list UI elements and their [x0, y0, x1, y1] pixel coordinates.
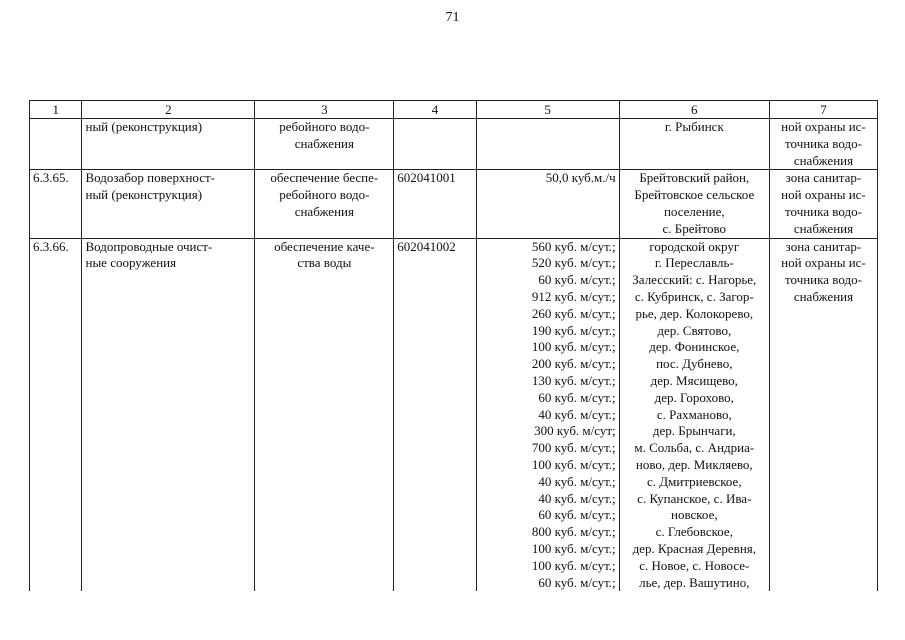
cell-line: снабжения	[294, 203, 354, 219]
header-cell: 6	[619, 101, 769, 119]
cell-text: 602041001	[397, 170, 456, 186]
cell-line: ново, дер. Микляево,	[635, 456, 753, 472]
code-cell	[394, 119, 476, 170]
cell-line: м. Сольба, с. Андриа-	[634, 440, 755, 456]
cell-line: 300 куб. м/сут;	[534, 423, 616, 439]
cell-line: обеспечение каче-	[274, 238, 375, 254]
cell-line: точника водо-	[785, 135, 862, 151]
capacity-cell	[476, 119, 619, 170]
cell-line: 60 куб. м/сут.;	[538, 574, 616, 590]
cell-line: Залесский: с. Нагорье,	[632, 272, 757, 288]
cell-line: 800 куб. м/сут.;	[531, 524, 616, 540]
document-table	[29, 100, 878, 591]
location-cell	[619, 119, 769, 170]
cell-line: снабжения	[793, 220, 854, 236]
cell-line: Водозабор поверхност-	[85, 170, 216, 186]
cell-line: 60 куб. м/сут.;	[538, 507, 616, 523]
cell-line: г. Рыбинск	[664, 119, 724, 134]
object-name-cell	[82, 238, 255, 591]
row-number-cell	[30, 170, 82, 238]
header-cell: 4	[394, 101, 476, 119]
row-number-cell	[30, 119, 82, 170]
cell-line: 912 куб. м/сут.;	[531, 288, 616, 304]
zone-cell	[769, 170, 877, 238]
code-cell	[394, 238, 476, 591]
page-number: 71	[445, 10, 460, 25]
capacity-cell	[476, 238, 619, 591]
cell-line: ребойного водо-	[279, 187, 370, 203]
cell-line: 60 куб. м/сут.;	[538, 389, 616, 405]
cell-line: рье, дер. Колокорево,	[635, 305, 754, 321]
table-row	[30, 170, 878, 238]
cell-line: ной охраны ис-	[781, 255, 866, 271]
cell-line: пос. Дубнево,	[656, 356, 733, 372]
cell-line: с. Кубринск, с. Загор-	[634, 288, 754, 304]
cell-line: дер. Брынчаги,	[652, 423, 736, 439]
cell-text: 6.3.65.	[33, 170, 69, 186]
cell-line: ной охраны ис-	[781, 119, 866, 134]
cell-line: 260 куб. м/сут.;	[531, 305, 616, 321]
cell-line: ный (реконструкция)	[85, 119, 203, 134]
capacity-cell	[476, 170, 619, 238]
cell-line: ный (реконструкция)	[85, 187, 203, 203]
cell-line: 700 куб. м/сут.;	[531, 440, 616, 456]
header-cell: 3	[255, 101, 394, 119]
cell-line: ные сооружения	[85, 255, 177, 271]
object-name-cell	[82, 170, 255, 238]
cell-line: 100 куб. м/сут.;	[531, 339, 616, 355]
cell-line: обеспечение беспе-	[270, 170, 379, 186]
cell-line: с. Новое, с. Новосе-	[639, 557, 750, 573]
header-cell: 7	[769, 101, 877, 119]
header-cell: 5	[476, 101, 619, 119]
location-cell	[619, 170, 769, 238]
cell-line: 560 куб. м/сут.;	[531, 238, 616, 254]
cell-line: Брейтовский район,	[639, 170, 750, 186]
cell-line: 190 куб. м/сут.;	[531, 322, 616, 338]
cell-line: Брейтовское сельское	[634, 187, 755, 203]
cell-line: зона санитар-	[785, 238, 862, 254]
cell-line: поселение,	[663, 203, 725, 219]
cell-line: 50,0 куб.м./ч	[545, 170, 616, 186]
cell-line: снабжения	[294, 135, 354, 151]
cell-line: Водопроводные очист-	[85, 238, 213, 254]
zone-cell	[769, 119, 877, 170]
cell-line: 100 куб. м/сут.;	[531, 540, 616, 556]
cell-text: 6.3.66.	[33, 238, 69, 254]
cell-line: точника водо-	[785, 272, 862, 288]
cell-line: зона санитар-	[785, 170, 862, 186]
cell-line: ства воды	[297, 255, 352, 271]
object-name-cell	[82, 119, 255, 170]
cell-line: дер. Мясищево,	[650, 372, 738, 388]
code-cell	[394, 170, 476, 238]
header-cell: 1	[30, 101, 82, 119]
cell-line: 40 куб. м/сут.;	[538, 490, 616, 506]
purpose-cell	[255, 238, 394, 591]
cell-line: ребойного водо-	[279, 119, 370, 134]
cell-line: 520 куб. м/сут.;	[531, 255, 616, 271]
cell-line: 200 куб. м/сут.;	[531, 356, 616, 372]
cell-line: с. Брейтово	[662, 220, 727, 236]
zone-cell	[769, 238, 877, 591]
cell-line: городской округ	[649, 238, 740, 254]
cell-line: с. Купанское, с. Ива-	[637, 490, 752, 506]
purpose-cell	[255, 119, 394, 170]
cell-line: 130 куб. м/сут.;	[531, 372, 616, 388]
header-cell: 2	[82, 101, 255, 119]
cell-line: лье, дер. Вашутино,	[639, 574, 750, 590]
cell-line: ной охраны ис-	[781, 187, 866, 203]
cell-line: дер. Красная Деревня,	[632, 540, 757, 556]
purpose-cell	[255, 170, 394, 238]
cell-line: г. Переславль-	[654, 255, 734, 271]
cell-text: 602041002	[397, 238, 456, 254]
cell-line: с. Глебовское,	[655, 524, 733, 540]
cell-line: новское,	[670, 507, 718, 523]
cell-line: снабжения	[793, 152, 854, 168]
table-header-row	[30, 101, 878, 119]
cell-line: с. Дмитриевское,	[647, 473, 742, 489]
cell-line: точника водо-	[785, 203, 862, 219]
cell-line: 60 куб. м/сут.;	[538, 272, 616, 288]
cell-line: 40 куб. м/сут.;	[538, 473, 616, 489]
cell-line: дер. Горохово,	[654, 389, 734, 405]
cell-line: 40 куб. м/сут.;	[538, 406, 616, 422]
cell-line: дер. Святово,	[657, 322, 732, 338]
cell-line: 100 куб. м/сут.;	[531, 456, 616, 472]
table-row	[30, 238, 878, 591]
cell-line: с. Рахманово,	[656, 406, 732, 422]
cell-line: дер. Фонинское,	[649, 339, 740, 355]
row-number-cell	[30, 238, 82, 591]
location-cell	[619, 238, 769, 591]
cell-line: 100 куб. м/сут.;	[531, 557, 616, 573]
cell-line: снабжения	[793, 288, 854, 304]
table-row	[30, 119, 878, 170]
